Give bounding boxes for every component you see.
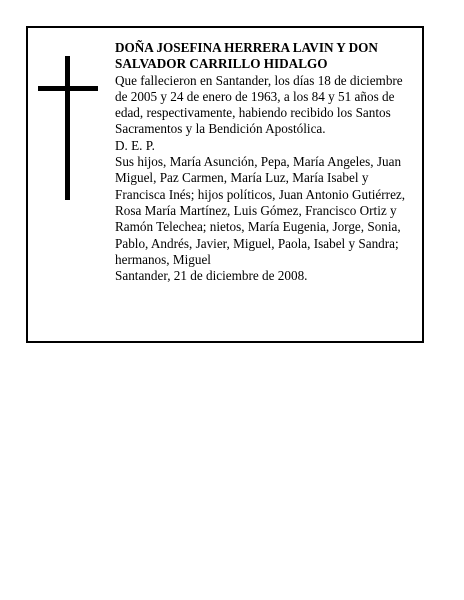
notice-announcement: Que fallecieron en Santander, los días 18 de diciembre de 2005 y 24 de enero de 1963, a los 84 y 51 años de edad, respectivamente, habiendo recibido los Santos Sacramentos y la Bendición Apostólica. <box>115 72 403 137</box>
obituary-notice <box>26 26 424 343</box>
notice-rip: D. E. P. <box>115 137 155 153</box>
cross-icon <box>38 56 98 200</box>
notice-place-date: Santander, 21 de diciembre de 2008. <box>115 268 308 284</box>
notice-mourners: Sus hijos, María Asunción, Pepa, María Angeles, Juan Miguel, Paz Carmen, María Luz, María Isabel y Francisca Inés; hijos políticos, Juan Antonio Gutiérrez, Rosa María Martínez, Luis Gómez, Francisco Ortiz y Ramón Telechea; nietos, María Eugenia, Jorge, Sonia, Pablo, Andrés, Javier, Miguel, Paola, Isabel y Sandra; hermanos, Miguel <box>115 154 406 267</box>
cross-horizontal-bar <box>38 86 98 91</box>
notice-text <box>115 40 418 284</box>
notice-title: DOÑA JOSEFINA HERRERA LAVIN Y DON SALVADOR CARRILLO HIDALGO <box>115 40 378 72</box>
cross-vertical-bar <box>65 56 70 200</box>
